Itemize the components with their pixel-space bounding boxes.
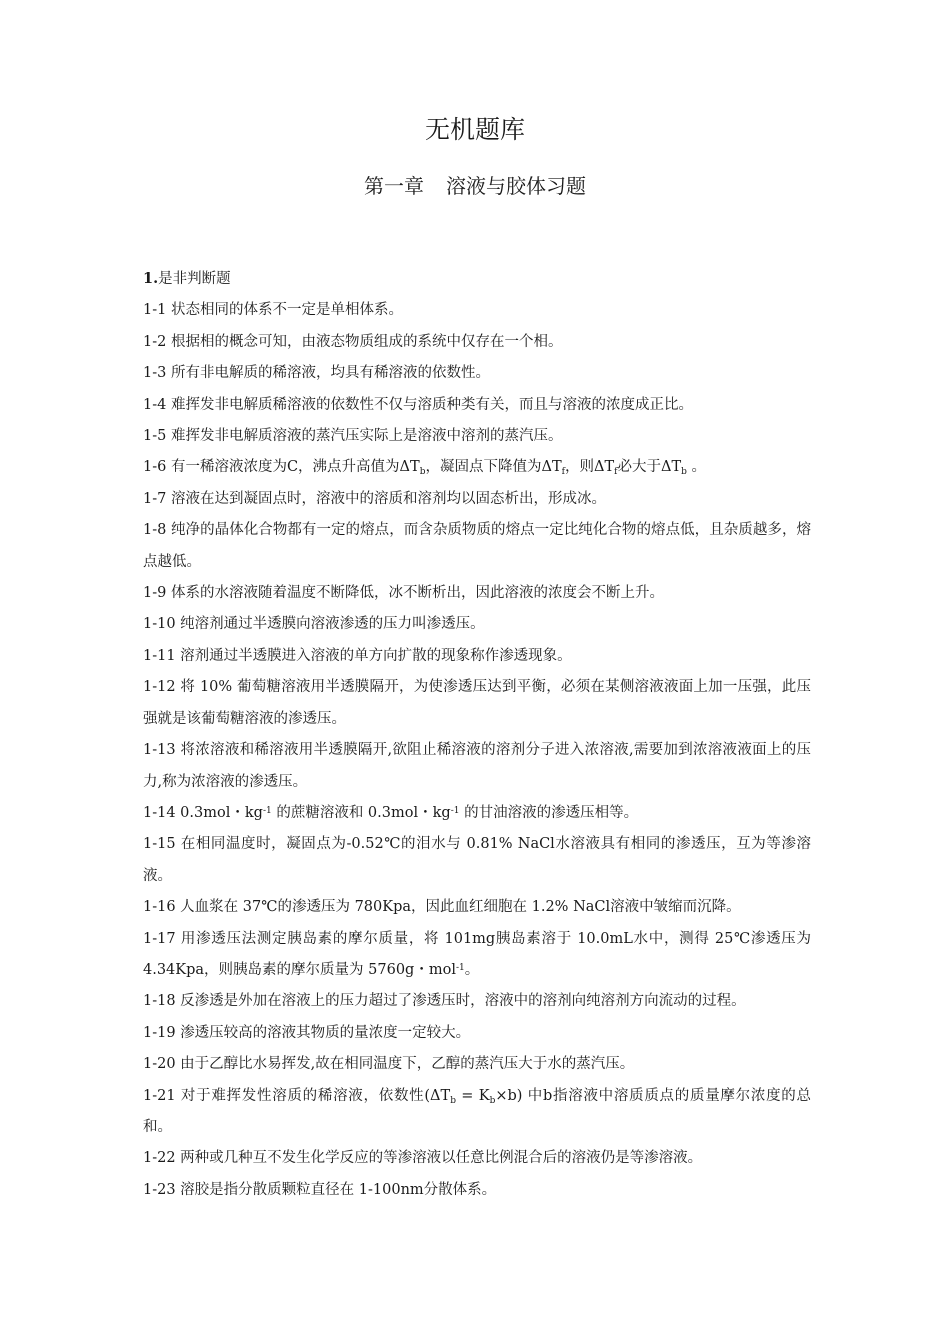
question-item: 1-1 状态相同的体系不一定是单相体系。 — [143, 302, 403, 319]
question-item: 1-4 难挥发非电解质稀溶液的依数性不仅与溶质种类有关，而且与溶液的浓度成正比。 — [143, 396, 693, 413]
question-item: 1-3 所有非电解质的稀溶液，均具有稀溶液的依数性。 — [143, 365, 490, 382]
question-item: 1-10 纯溶剂通过半透膜向溶液渗透的压力叫渗透压。 — [143, 616, 485, 633]
section-heading — [143, 263, 811, 295]
question-list — [143, 263, 811, 1206]
chapter-title: 溶液与胶体习题 — [446, 174, 586, 198]
document-title: 无机题库 — [424, 115, 525, 144]
question-item: 1-16 人血浆在 37℃的渗透压为 780Kpa，因此血红细胞在 1.2% NaCl溶液中皱缩而沉降。 — [143, 899, 741, 916]
question-item: 1-7 溶液在达到凝固点时，溶液中的溶质和溶剂均以固态析出，形成冰。 — [143, 490, 606, 507]
question-item: 1-12 将 10% 葡萄糖溶液用半透膜隔开，为使渗透压达到平衡，必须在某侧溶液液面上加一压强，此压强就是该葡萄糖溶液的渗透压。 — [143, 679, 811, 727]
section-title: 是非判断题 — [158, 271, 231, 287]
question-item: 1-6 有一稀溶液浓度为C，沸点升高值为$\Delta T_b$，凝固点下降值为$\Delta T_f$，则$\Delta T_f$必大于$\Delta T_b$ 。 — [143, 459, 706, 478]
question-item: 1-9 体系的水溶液随着温度不断降低，冰不断析出，因此溶液的浓度会不断上升。 — [143, 585, 664, 602]
question-item: 1-20 由于乙醇比水易挥发,故在相同温度下，乙醇的蒸汽压大于水的蒸汽压。 — [143, 1056, 635, 1073]
question-item: 1-14 0.3mol・$kg^{-1}$ 的蔗糖溶液和 0.3mol・$kg^{-1}$ 的甘油溶液的渗透压相等。 — [143, 804, 639, 821]
question-item: 1-5 难挥发非电解质溶液的蒸汽压实际上是溶液中溶剂的蒸汽压。 — [143, 428, 563, 445]
question-item: 1-19 渗透压较高的溶液其物质的量浓度一定较大。 — [143, 1024, 471, 1041]
question-item: 1-13 将浓溶液和稀溶液用半透膜隔开,欲阻止稀溶液的溶剂分子进入浓溶液,需要加到浓溶液液面上的压力,称为浓溶液的渗透压。 — [143, 742, 811, 790]
question-item: 1-11 溶剂通过半透膜进入溶液的单方向扩散的现象称作渗透现象。 — [143, 647, 572, 664]
chapter-number: 第一章 — [364, 174, 424, 198]
chapter-heading — [0, 170, 950, 202]
question-item: 1-15 在相同温度时，凝固点为-0.52℃的泪水与 0.81% NaCl水溶液具有相同的渗透压，互为等渗溶液。 — [143, 836, 811, 884]
question-item: 1-23 溶胶是指分散质颗粒直径在 1-100nm分散体系。 — [143, 1181, 497, 1198]
section-number: 1. — [143, 270, 159, 287]
question-item: 1-8 纯净的晶体化合物都有一定的熔点，而含杂质物质的熔点一定比纯化合物的熔点低，且杂质越多，熔点越低。 — [143, 522, 811, 570]
question-item: 1-2 根据相的概念可知，由液态物质组成的系统中仅存在一个相。 — [143, 333, 563, 350]
question-item: 1-17 用渗透压法测定胰岛素的摩尔质量，将 101mg胰岛素溶于 10.0mL水中，测得 25℃渗透压为 4.34Kpa，则胰岛素的摩尔质量为 5760g・mol$^{-1}$。 — [143, 930, 811, 978]
question-item: 1-18 反渗透是外加在溶液上的压力超过了渗透压时，溶液中的溶剂向纯溶剂方向流动的过程。 — [143, 993, 746, 1010]
question-item: 1-21 对于难挥发性溶质的稀溶液，依数性$(\Delta T_b = K_b\times b)$ 中b指溶液中溶质质点的质量摩尔浓度的总和。 — [143, 1087, 812, 1135]
question-item: 1-22 两种或几种互不发生化学反应的等渗溶液以任意比例混合后的溶液仍是等渗溶液。 — [143, 1150, 703, 1167]
